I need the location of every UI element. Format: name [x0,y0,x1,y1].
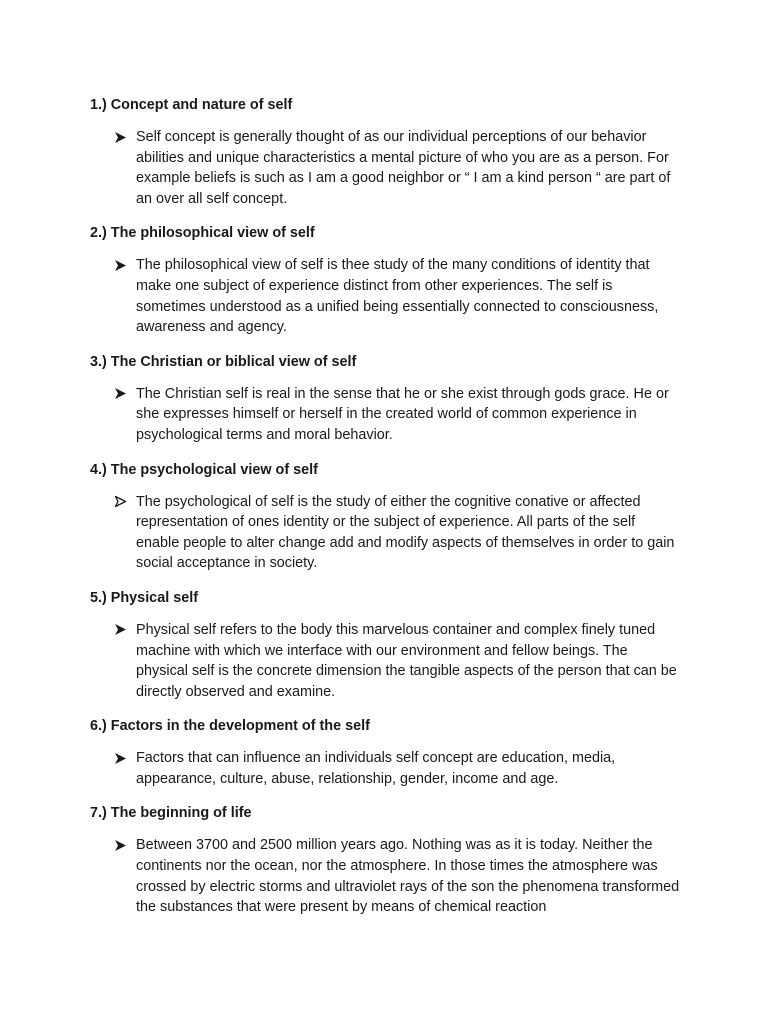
section-6 [90,716,680,789]
bullet-text: The Christian self is real in the sense that he or she exist through gods grace. He or she expresses himself or herself in the created world of common experience in psychological terms and moral behavior. [136,385,669,443]
bullet-item [114,620,680,702]
arrow-bullet-icon [114,620,136,640]
arrow-bullet-icon [114,835,136,855]
bullet-text: Self concept is generally thought of as our individual perceptions of our behavior abilities and unique characteristics a mental picture of who you are as a person. For example beliefs is such as I am a good neighbor or “ I am a kind person “ are part of an over all self concept. [136,129,671,207]
section-4 [90,460,680,574]
bullet-item [114,748,680,789]
section-heading: 1.) Concept and nature of self [90,97,293,113]
section-5 [90,588,680,702]
bullet-text: Between 3700 and 2500 million years ago. Nothing was as it is today. Neither the continents nor the ocean, nor the atmosphere. In those times the atmosphere was crossed by electric storms and ultraviolet rays of the son the phenomena transformed the substances that were present by means of chemical reaction [136,837,680,916]
section-3 [90,352,680,446]
section-heading: 3.) The Christian or biblical view of self [90,353,357,370]
section-1 [90,95,680,209]
bullet-text: The philosophical view of self is thee study of the many conditions of identity that make one subject of experience distinct from other experiences. The self is sometimes understood as a unified being essentially connected to consciousness, awareness and agency. [136,257,659,336]
arrow-bullet-icon [114,748,136,768]
arrow-bullet-icon [114,127,136,147]
arrow-bullet-icon [114,384,136,404]
section-2 [90,223,680,337]
bullet-text: Physical self refers to the body this marvelous container and complex finely tuned machine with which we interface with our environment and fellow beings. The physical self is the concrete dimension the tangible aspects of the person that can be directly observed and examine. [136,621,677,700]
section-heading: 5.) Physical self [90,589,198,606]
section-heading: 6.) Factors in the development of the self [90,718,370,735]
bullet-item [114,492,680,574]
section-heading: 7.) The beginning of life [90,805,252,822]
arrow-outline-bullet-icon [114,492,136,512]
bullet-item [114,127,680,209]
bullet-text: The psychological of self is the study of either the cognitive conative or affected representation of ones identity or the subject of experience. All parts of the self enable people to alter change add and modify aspects of themselves in order to gain social acceptance in society. [136,493,675,572]
arrow-bullet-icon [114,255,136,275]
bullet-item [114,255,680,337]
bullet-text: Factors that can influence an individuals self concept are education, media, appearance, culture, abuse, relationship, gender, income and age. [136,750,616,787]
section-heading: 4.) The psychological view of self [90,461,318,478]
section-heading: 2.) The philosophical view of self [90,225,315,242]
bullet-item [114,384,680,446]
section-7 [90,803,680,917]
bullet-item [114,835,680,917]
